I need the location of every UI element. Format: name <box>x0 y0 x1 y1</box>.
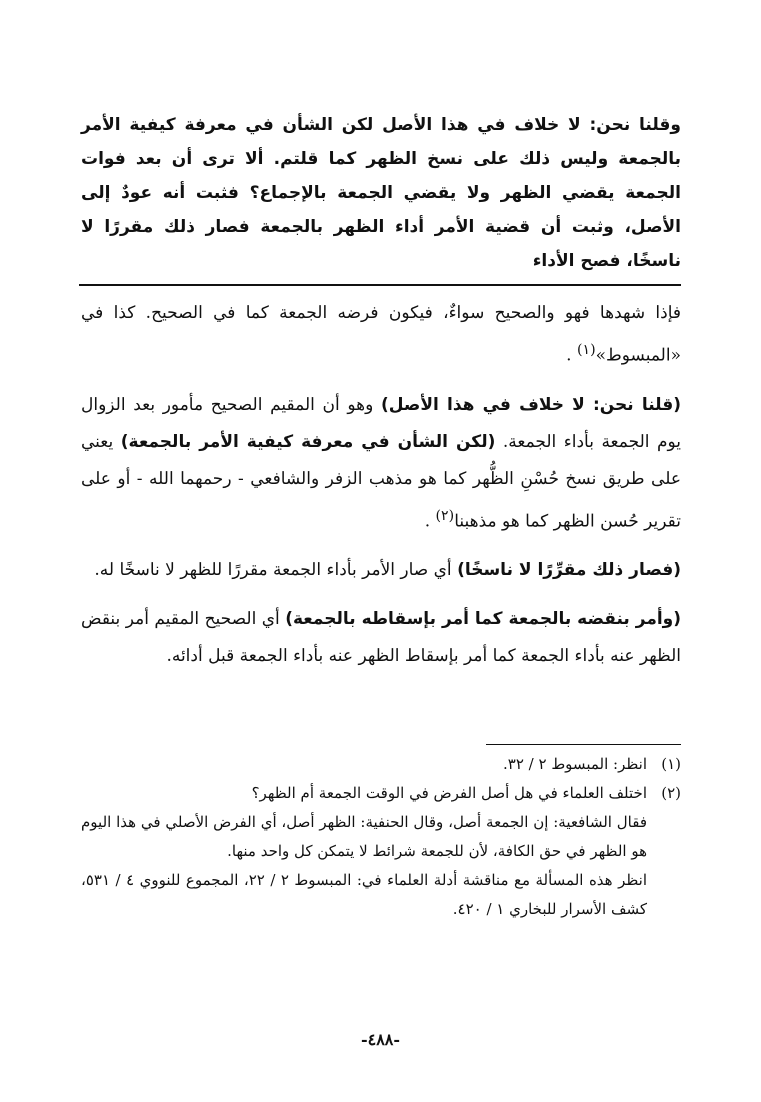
footnote-2 <box>81 779 681 808</box>
footnote-divider <box>486 744 681 745</box>
commentary <box>81 295 681 687</box>
commentary-text: وهو أن المقيم الصحيح مأمور بعد الزوال يوم الجمعة بأداء الجمعة. <box>81 394 681 452</box>
commentary-text: أي الصحيح المقيم أمر بنقض الظهر عنه بأداء الجمعة كما أمر بإسقاط الظهر عنه بأداء الجمعة قبل أدائه. <box>81 609 681 667</box>
quoted-matn: (وأمر بنقضه بالجمعة كما أمر بإسقاطه بالجمعة) <box>285 609 682 630</box>
commentary-paragraph-4 <box>81 601 681 675</box>
commentary-paragraph-3 <box>81 552 681 589</box>
footnote-ref-2: (٢) <box>435 507 455 524</box>
footnote-2-references: انظر هذه المسألة مع مناقشة أدلة العلماء في: المبسوط ٢ / ٢٢، المجموع للنووي ٤ / ٥٣١، كشف الأسرار للبخاري ١ / ٤٢٠. <box>81 871 648 918</box>
footnotes <box>81 750 681 924</box>
quoted-matn: (فصار ذلك مقرِّرًا لا ناسخًا) <box>457 560 681 581</box>
footnote-text: انظر: المبسوط ٢ / ٣٢. <box>502 755 647 773</box>
commentary-paragraph-1 <box>81 295 681 375</box>
footnote-number: (١) <box>661 755 681 773</box>
punctuation: . <box>424 511 431 532</box>
footnote-1 <box>81 750 681 779</box>
commentary-text: يعني على طريق نسخ حُسْنِ الظُّهر كما هو مذهب الزفر والشافعي - رحمهما الله - أو على تقرير حُسن الظهر كما هو مذهبنا <box>81 431 681 532</box>
main-text-body: وقلنا نحن: لا خلاف في هذا الأصل لكن الشأن في معرفة كيفية الأمر بالجمعة وليس ذلك على نسخ الظهر كما قلتم. ألا ترى أن بعد فوات الجمعة يقضي الظهر ولا يقضي الجمعة بالإجماع؟ فثبت أنه عودٌ إلى الأصل، وثبت أن قضية الأمر أداء الظهر بالجمعة فصار ذلك مقررًا لا ناسخًا، فصح الأداء <box>81 115 681 271</box>
main-text-divider <box>79 284 681 286</box>
page-number: -٤٨٨- <box>360 1030 401 1049</box>
commentary-text: أي صار الأمر بأداء الجمعة مقررًا للظهر لا ناسخًا له. <box>94 560 452 581</box>
footnote-2-continuation: فقال الشافعية: إن الجمعة أصل، وقال الحنفية: الظهر أصل، أي الفرض الأصلي في هذا اليوم هو الظهر في حق الكافة، لأن للجمعة شرائط لا يتمكن كل واحد منها. <box>81 813 647 860</box>
quoted-matn: (قلنا نحن: لا خلاف في هذا الأصل) <box>380 394 682 415</box>
quoted-matn: (لكن الشأن في معرفة كيفية الأمر بالجمعة) <box>120 431 496 452</box>
footnote-text: اختلف العلماء في هل أصل الفرض في الوقت الجمعة أم الظهر؟ <box>251 784 647 802</box>
footnote-ref-1: (١) <box>576 342 596 358</box>
footnote-number: (٢) <box>661 784 681 802</box>
main-text <box>81 108 681 278</box>
commentary-text: فإذا شهدها فهو والصحيح سواءٌ، فيكون فرضه الجمعة كما في الصحيح. كذا في «المبسوط» <box>81 303 681 366</box>
commentary-paragraph-2 <box>81 387 681 541</box>
punctuation: . <box>566 345 572 366</box>
